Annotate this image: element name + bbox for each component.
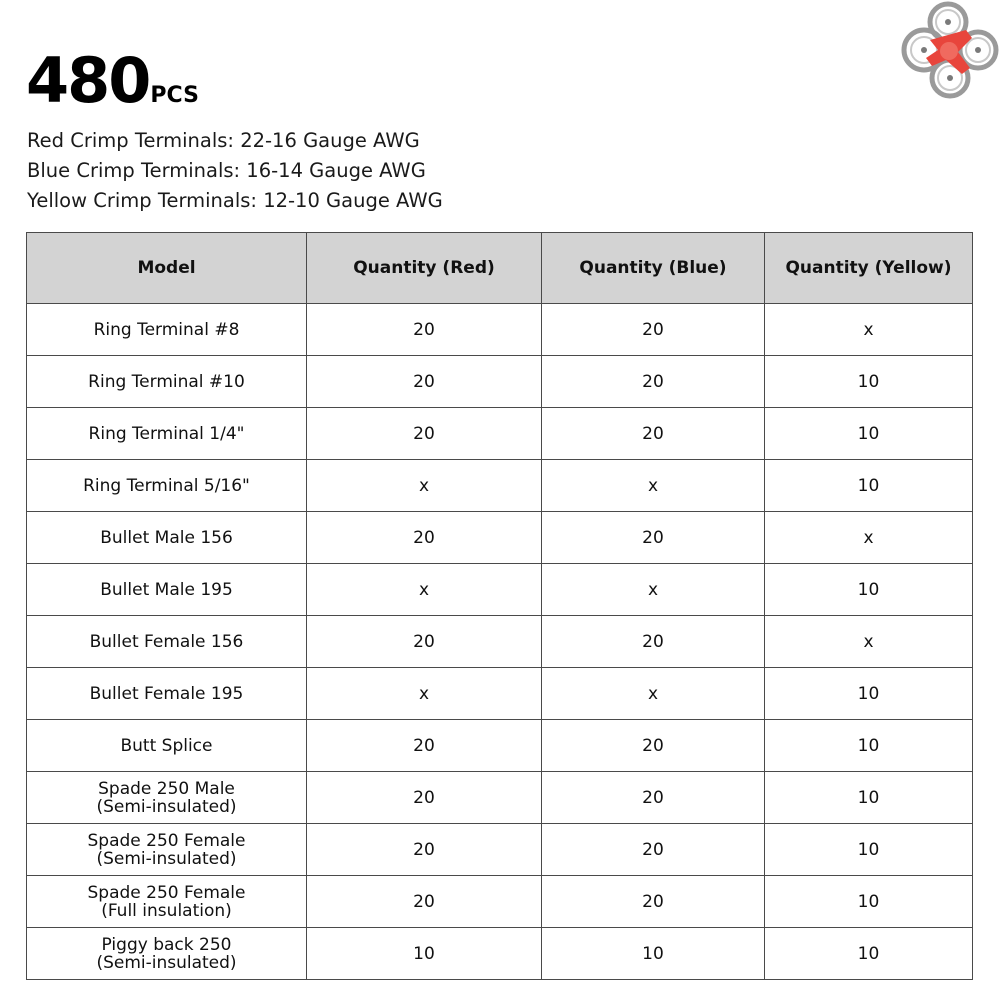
red-quantity-cell: 20	[307, 616, 542, 668]
yellow-quantity-cell: 10	[765, 928, 973, 980]
table-row	[27, 772, 973, 824]
yellow-quantity-cell: 10	[765, 356, 973, 408]
piece-count: 480	[26, 44, 150, 117]
model-cell: Bullet Female 195	[27, 668, 307, 720]
blue-quantity-cell: 20	[542, 304, 765, 356]
red-quantity-cell: 20	[307, 356, 542, 408]
header-quantity-red: Quantity (Red)	[307, 233, 542, 304]
red-quantity-cell: 20	[307, 304, 542, 356]
terminal-quantity-table	[26, 232, 973, 980]
yellow-quantity-cell: 10	[765, 408, 973, 460]
blue-quantity-cell: 20	[542, 720, 765, 772]
model-cell: Spade 250 Female (Full insulation)	[27, 876, 307, 928]
blue-quantity-cell: 20	[542, 876, 765, 928]
table-row	[27, 304, 973, 356]
model-cell: Ring Terminal #8	[27, 304, 307, 356]
blue-quantity-cell: 20	[542, 772, 765, 824]
header-quantity-blue: Quantity (Blue)	[542, 233, 765, 304]
model-cell: Piggy back 250 (Semi-insulated)	[27, 928, 307, 980]
yellow-quantity-cell: x	[765, 304, 973, 356]
red-quantity-cell: 20	[307, 772, 542, 824]
red-quantity-cell: 10	[307, 928, 542, 980]
table-row	[27, 876, 973, 928]
red-quantity-cell: x	[307, 668, 542, 720]
spec-blue: Blue Crimp Terminals: 16-14 Gauge AWG	[27, 159, 426, 182]
blue-quantity-cell: x	[542, 460, 765, 512]
red-quantity-cell: 20	[307, 512, 542, 564]
blue-quantity-cell: 20	[542, 824, 765, 876]
table-row	[27, 460, 973, 512]
spec-yellow: Yellow Crimp Terminals: 12-10 Gauge AWG	[27, 189, 443, 212]
table-row	[27, 668, 973, 720]
model-cell: Ring Terminal #10	[27, 356, 307, 408]
red-quantity-cell: 20	[307, 876, 542, 928]
model-cell: Bullet Male 156	[27, 512, 307, 564]
model-cell: Bullet Female 156	[27, 616, 307, 668]
blue-quantity-cell: 10	[542, 928, 765, 980]
table-row	[27, 928, 973, 980]
blue-quantity-cell: 20	[542, 408, 765, 460]
red-quantity-cell: 20	[307, 824, 542, 876]
yellow-quantity-cell: 10	[765, 824, 973, 876]
model-cell: Spade 250 Male (Semi-insulated)	[27, 772, 307, 824]
blue-quantity-cell: 20	[542, 356, 765, 408]
table-header-row	[27, 233, 973, 304]
red-quantity-cell: x	[307, 460, 542, 512]
model-cell: Spade 250 Female (Semi-insulated)	[27, 824, 307, 876]
quadcopter-drone-icon	[896, 0, 1000, 102]
table-row	[27, 824, 973, 876]
product-count-heading	[26, 44, 199, 117]
table-row	[27, 564, 973, 616]
red-quantity-cell: 20	[307, 408, 542, 460]
yellow-quantity-cell: 10	[765, 564, 973, 616]
yellow-quantity-cell: 10	[765, 720, 973, 772]
model-cell: Ring Terminal 5/16"	[27, 460, 307, 512]
red-quantity-cell: x	[307, 564, 542, 616]
table-row	[27, 720, 973, 772]
piece-unit: PCS	[150, 83, 199, 108]
yellow-quantity-cell: 10	[765, 668, 973, 720]
blue-quantity-cell: x	[542, 564, 765, 616]
yellow-quantity-cell: 10	[765, 772, 973, 824]
table-row	[27, 512, 973, 564]
blue-quantity-cell: x	[542, 668, 765, 720]
table-row	[27, 616, 973, 668]
yellow-quantity-cell: 10	[765, 876, 973, 928]
gauge-spec-list	[27, 126, 443, 216]
model-cell: Ring Terminal 1/4"	[27, 408, 307, 460]
table-row	[27, 356, 973, 408]
blue-quantity-cell: 20	[542, 512, 765, 564]
header-quantity-yellow: Quantity (Yellow)	[765, 233, 973, 304]
blue-quantity-cell: 20	[542, 616, 765, 668]
yellow-quantity-cell: 10	[765, 460, 973, 512]
table-row	[27, 408, 973, 460]
spec-red: Red Crimp Terminals: 22-16 Gauge AWG	[27, 129, 420, 152]
header-model: Model	[27, 233, 307, 304]
model-cell: Butt Splice	[27, 720, 307, 772]
yellow-quantity-cell: x	[765, 512, 973, 564]
red-quantity-cell: 20	[307, 720, 542, 772]
model-cell: Bullet Male 195	[27, 564, 307, 616]
yellow-quantity-cell: x	[765, 616, 973, 668]
